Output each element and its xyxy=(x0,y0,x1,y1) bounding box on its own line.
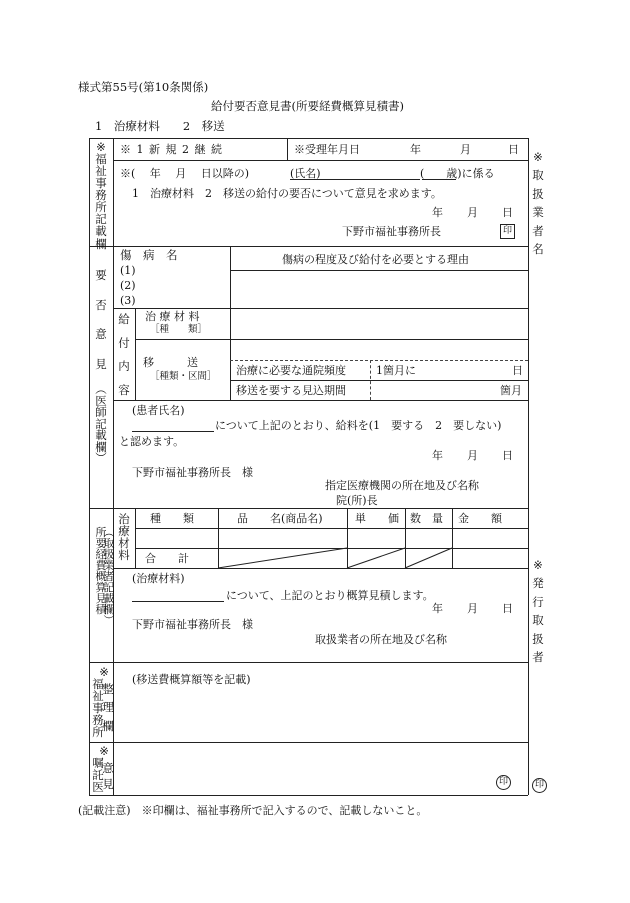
estimate-section-label: 所 要 経 費 概 算 見 積 xyxy=(95,526,107,616)
since-date-line: ※( 年 月 日以降の) xyxy=(120,167,250,180)
opinion-addressee: 下野市福祉事務所長 様 xyxy=(132,466,253,479)
form-options: 1 治療材料 2 移送 xyxy=(95,119,225,133)
adjustment-note: (移送費概算額等を記載) xyxy=(132,673,251,686)
total-label: 合 計 xyxy=(145,552,189,565)
request-text: 1 治療材料 2 移送の給付の要否について意見を求めます。 xyxy=(132,187,442,200)
estimate-addressee: 下野市福祉事務所長 様 xyxy=(132,618,253,631)
application-type: ※ 1 新 規 2 継 続 xyxy=(120,143,223,156)
col-unit-price: 単 価 xyxy=(355,512,399,525)
col-product: 品 名(商品名) xyxy=(237,512,323,525)
col-amount: 金 額 xyxy=(458,512,502,525)
footer-note: (記載注意) ※印欄は、福祉事務所で記入するので、記載しないこと。 xyxy=(78,804,428,817)
director-label: 院(所)長 xyxy=(336,494,378,507)
welfare-director: 下野市福祉事務所長 xyxy=(342,225,441,238)
opinion-section-label: 要 否 意 見 ︵ 医 師 記 載 欄 ︶ xyxy=(95,268,107,465)
age-label: ( 歳)に係る xyxy=(420,167,495,180)
content-label: 給 付 内 容 xyxy=(118,312,130,397)
col-quantity: 数 量 xyxy=(410,512,443,525)
vendor-label: 取扱業者の所在地及び名称 xyxy=(315,633,447,646)
reason-header: 傷病の程度及び給付を必要とする理由 xyxy=(282,253,469,266)
estimate-name-field[interactable] xyxy=(132,600,224,602)
estimate-text: について、上記のとおり概算見積します。 xyxy=(226,589,434,602)
form-number: 様式第55号(第10条関係) xyxy=(78,80,209,94)
decision-text: について上記のとおり、給料を(1 要する 2 要しない) xyxy=(215,419,502,432)
issuer-seal-icon: 印 xyxy=(532,778,547,793)
transport-label: 移 送 xyxy=(143,356,198,369)
name-field: (氏名) xyxy=(290,168,420,180)
estimate-section-sublabel: ︵ 取 扱 業 者 記 載 欄 ︶ xyxy=(103,526,115,627)
received-date-label: ※受理年月日 xyxy=(294,143,360,156)
form-title: 給付要否意見書(所要経費概算見積書) xyxy=(211,99,404,113)
seal-icon: 印 xyxy=(500,224,515,239)
patient-name-field[interactable] xyxy=(132,430,214,432)
vendor-name-label: ※ 取 扱 業 者 名 xyxy=(532,150,544,256)
welfare-office-section-label: ※ 福 祉 事 務 所 記 載 欄 xyxy=(95,140,107,251)
consult-seal-icon: 印 xyxy=(496,775,511,790)
issuer-label: ※ 発 行 取 扱 者 xyxy=(532,558,544,664)
disease-header: 傷 病 名 xyxy=(120,248,178,262)
estimate-material-note: (治療材料) xyxy=(132,572,185,585)
patient-name-label: (患者氏名) xyxy=(132,404,185,417)
estimate-material-label: 治 療 材 料 xyxy=(118,512,130,563)
material-label: 治 療 材 料 xyxy=(145,310,200,323)
adjustment-section-label: ※ 福 祉 事 務 所 xyxy=(92,665,109,740)
institution-label: 指定医療機関の所在地及び名称 xyxy=(325,479,479,492)
col-type: 種 類 xyxy=(150,512,194,525)
consult-section-label: ※ 嘱 託 医 xyxy=(92,744,109,795)
transport-period-label: 移送を要する見込期間 xyxy=(236,384,346,397)
visit-frequency-label: 治療に必要な通院頻度 xyxy=(236,364,346,377)
